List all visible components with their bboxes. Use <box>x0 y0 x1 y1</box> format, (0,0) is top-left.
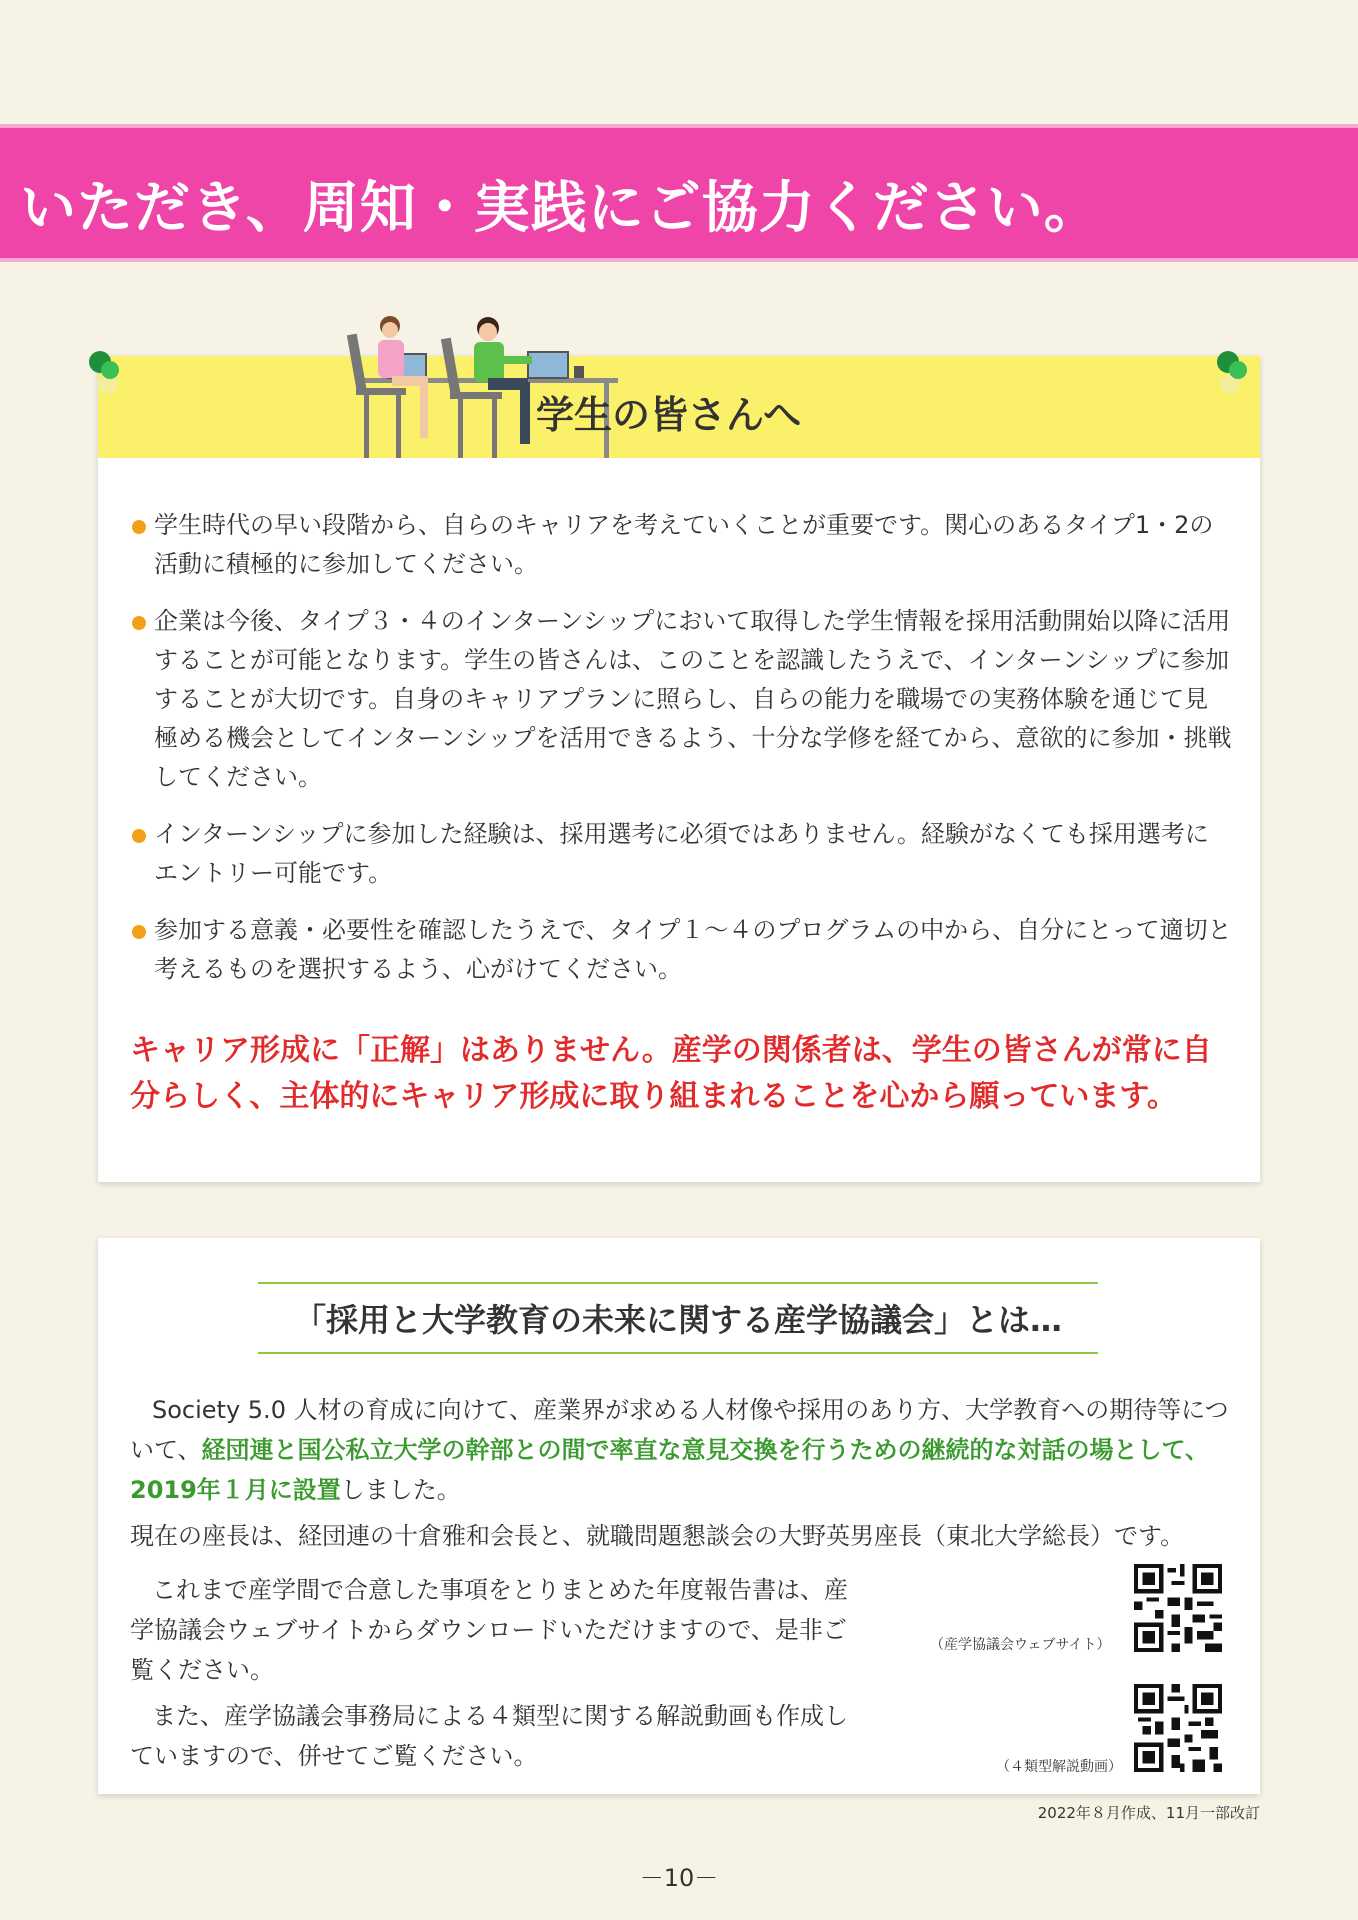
list-item <box>132 911 1232 989</box>
list-item <box>132 602 1232 797</box>
annual-report-text: これまで産学間で合意した事項をとりまとめた年度報告書は、産学協議会ウェブサイトからダウンロードいただけますので、是非ご覧ください。 <box>130 1576 848 1684</box>
council-description <box>130 1390 1230 1510</box>
bullet-text: 学生時代の早い段階から、自らのキャリアを考えていくことが重要です。関心のあるタイプ1・2の活動に積極的に参加してください。 <box>154 511 1214 578</box>
title-banner <box>0 124 1358 262</box>
council-card <box>98 1238 1260 1794</box>
council-description-end: しました。 <box>340 1476 461 1504</box>
video-qr-label: （４類型解説動画） <box>996 1759 1122 1775</box>
bullet-icon <box>132 616 146 630</box>
bullet-icon <box>132 829 146 843</box>
council-description-highlight: 経団連と国公私立大学の幹部との間で率直な意見交換を行うための継続的な対話の場として、2019年１月に設置 <box>130 1436 1210 1504</box>
council-description-text: Society 5.0 人材の育成に向けて、産業界が求める人材像や採用のあり方、大学教育への期待等について、 <box>130 1396 1229 1464</box>
website-qr-code[interactable] <box>1134 1564 1222 1652</box>
list-item <box>132 506 1232 584</box>
council-card-title: 「採用と大学教育の未来に関する産学協議会」とは… <box>258 1282 1098 1354</box>
bullet-text: 企業は今後、タイプ３・４のインターンシップにおいて取得した学生情報を採用活動開始以降に活用することが可能となります。学生の皆さんは、このことを認識したうえで、インターンシップに参加することが大切です。自身のキャリアプランに照らし、自らの能力を職場での実務体験を通じて見極める機会としてインターンシップを活用できるよう、十分な学修を経てから、意欲的に参加・挑戦してください。 <box>154 607 1232 791</box>
council-chairs: 現在の座長は、経団連の十倉雅和会長と、就職問題懇談会の大野英男座長（東北大学総長）です。 <box>130 1522 1185 1550</box>
key-message: キャリア形成に「正解」はありません。産学の関係者は、学生の皆さんが常に自分らしく、主体的にキャリア形成に取り組まれることを心から願っています。 <box>130 1033 1212 1114</box>
bullet-text: 参加する意義・必要性を確認したうえで、タイプ１～４のプログラムの中から、自分にとって適切と考えるものを選択するよう、心がけてください。 <box>154 916 1232 983</box>
pin-icon <box>1208 350 1252 394</box>
video-text: また、産学協議会事務局による４類型に関する解説動画も作成していますので、併せてご覧ください。 <box>130 1702 848 1770</box>
bullet-text: インターンシップに参加した経験は、採用選考に必須ではありません。経験がなくても採用選考にエントリー可能です。 <box>154 820 1209 887</box>
page-number: －10－ <box>639 1864 719 1892</box>
revision-note: 2022年８月作成、11月一部改訂 <box>1037 1804 1260 1822</box>
bullet-icon <box>132 925 146 939</box>
bullet-icon <box>132 520 146 534</box>
students-card <box>98 356 1260 1182</box>
website-qr-label: （産学協議会ウェブサイト） <box>930 1637 1111 1653</box>
students-card-title: 学生の皆さんへ <box>536 393 802 437</box>
list-item <box>132 815 1232 893</box>
students-bullet-list <box>132 506 1232 1007</box>
video-qr-code[interactable] <box>1134 1684 1222 1772</box>
banner-title: いただき、周知・実践にご協力ください。 <box>20 176 1101 241</box>
pin-icon <box>86 350 130 394</box>
